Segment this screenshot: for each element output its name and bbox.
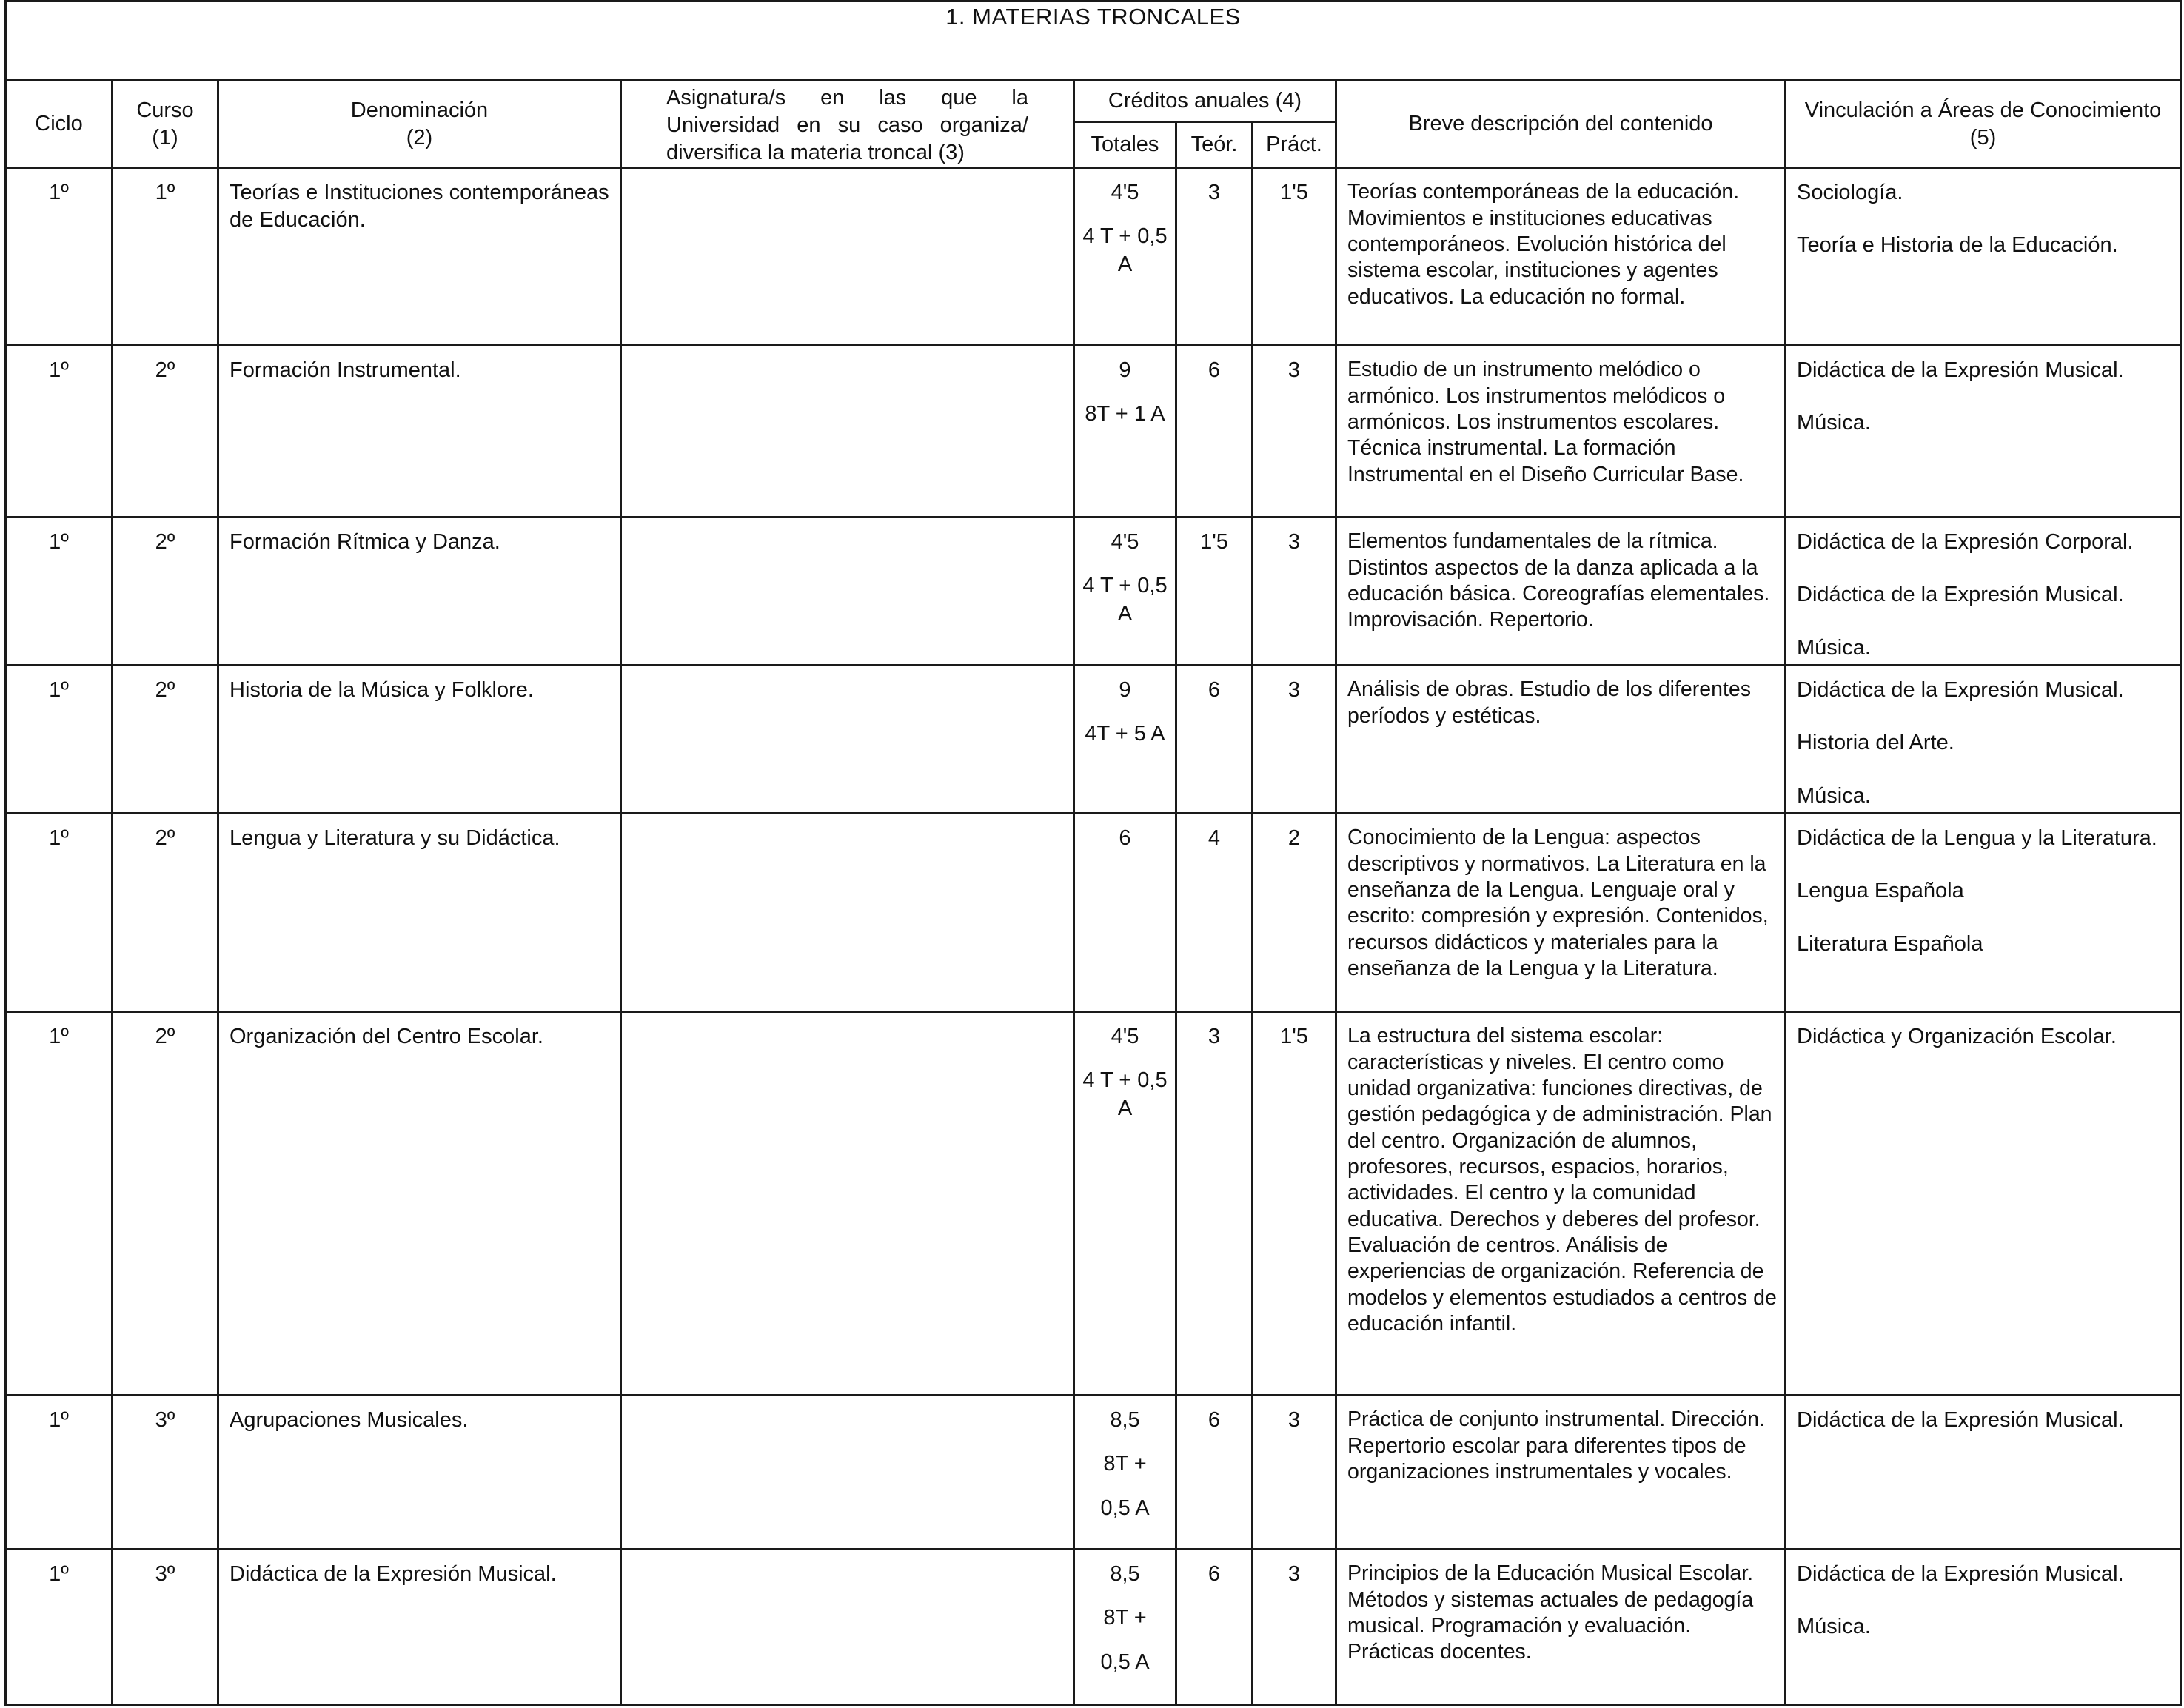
cell-totales [1074, 1550, 1176, 1705]
cell-asignaturas [621, 346, 1074, 518]
header-totales: Totales [1074, 122, 1176, 168]
area-item: Lengua Española [1797, 879, 1964, 903]
cell-curso: 3º [113, 1396, 218, 1550]
cell-teor: 3 [1176, 1012, 1253, 1396]
table-row [6, 1396, 2181, 1550]
cell-descripcion: Conocimiento de la Lengua: aspectos descriptivos y normativos. La Literatura en la enseñanza de la Lengua. Lenguaje oral y escrito: compresión y expresión. Contenidos, recursos didácticos y materiales para la enseñanza de la Lengua y la Literatura. [1336, 814, 1786, 1012]
cell-asignaturas [621, 1396, 1074, 1550]
cell-asignaturas [621, 1012, 1074, 1396]
cell-descripcion: La estructura del sistema escolar: características y niveles. El centro como unidad organizativa: funciones directivas, de gestión pedagógica y de administración. Plan del centro. Organización de alumnos, profesores, recursos, espacios, horarios, actividades. El centro y la comunidad educativa. Derechos y deberes del profesor. Evaluación de centros. Análisis de experiencias de organización. Referencia de modelos y elementos estudiados a centros de educación infantil. [1336, 1012, 1786, 1396]
area-item: Música. [1797, 783, 1871, 808]
header-ciclo: Ciclo [6, 81, 113, 168]
header-asignaturas: Asignatura/s en las que la Universidad en su caso organiza/ diversifica la materia troncal (3) [621, 81, 1074, 168]
totales-line: 4 T + 0,5 A [1082, 224, 1168, 276]
cell-teor: 1'5 [1176, 518, 1253, 666]
cell-denominacion: Lengua y Literatura y su Didáctica. [218, 814, 621, 1012]
cell-ciclo: 1º [6, 1396, 113, 1550]
area-item: Historia del Arte. [1797, 731, 1954, 755]
table-row [6, 1012, 2181, 1396]
totales-line: 4T + 5 A [1085, 722, 1165, 746]
cell-pract: 3 [1253, 346, 1336, 518]
totales-line: 6 [1119, 826, 1131, 851]
cell-asignaturas [621, 814, 1074, 1012]
area-item: Música. [1797, 1615, 1871, 1639]
cell-curso: 2º [113, 518, 218, 666]
area-item: Música. [1797, 411, 1871, 435]
cell-denominacion: Formación Rítmica y Danza. [218, 518, 621, 666]
table-row [6, 814, 2181, 1012]
cell-totales [1074, 346, 1176, 518]
table-body [6, 168, 2181, 1705]
cell-pract: 1'5 [1253, 1012, 1336, 1396]
cell-curso: 2º [113, 666, 218, 814]
totales-line: 8T + [1103, 1452, 1147, 1476]
document-page [4, 0, 2180, 1703]
header-curso-label: Curso [136, 98, 194, 122]
area-item: Música. [1797, 635, 1871, 660]
cell-totales [1074, 1012, 1176, 1396]
cell-denominacion: Formación Instrumental. [218, 346, 621, 518]
cell-asignaturas [621, 666, 1074, 814]
totales-line: 9 [1119, 678, 1131, 703]
totales-line: 4'5 [1111, 1025, 1139, 1049]
materias-troncales-table [4, 0, 2182, 1706]
table-title: 1. MATERIAS TRONCALES [6, 1, 2181, 81]
cell-ciclo: 1º [6, 1012, 113, 1396]
header-curso-note: (1) [152, 125, 178, 150]
cell-descripcion: Principios de la Educación Musical Escolar. Métodos y sistemas actuales de pedagogía musical. Programación y evaluación. Prácticas docentes. [1336, 1550, 1786, 1705]
cell-teor: 6 [1176, 1550, 1253, 1705]
totales-line: 0,5 A [1100, 1650, 1150, 1674]
table-row [6, 1550, 2181, 1705]
area-item: Didáctica de la Expresión Musical. [1797, 358, 2124, 383]
header-creditos: Créditos anuales (4) [1074, 81, 1336, 122]
cell-curso: 2º [113, 1012, 218, 1396]
totales-line: 4'5 [1111, 181, 1139, 205]
header-curso [113, 81, 218, 168]
totales-line: 8,5 [1110, 1408, 1140, 1433]
cell-areas [1786, 1012, 2181, 1396]
area-item: Didáctica de la Expresión Musical. [1797, 583, 2124, 607]
table-row [6, 518, 2181, 666]
totales-line: 0,5 A [1100, 1496, 1150, 1520]
cell-areas [1786, 1396, 2181, 1550]
totales-line: 4 T + 0,5 A [1082, 574, 1168, 626]
table-row [6, 168, 2181, 346]
cell-ciclo: 1º [6, 346, 113, 518]
cell-denominacion: Historia de la Música y Folklore. [218, 666, 621, 814]
cell-descripcion: Estudio de un instrumento melódico o armónico. Los instrumentos melódicos o armónicos. Los instrumentos escolares. Técnica instrumental. La formación Instrumental en el Diseño Curricular Base. [1336, 346, 1786, 518]
cell-areas [1786, 518, 2181, 666]
cell-areas [1786, 346, 2181, 518]
cell-ciclo: 1º [6, 168, 113, 346]
cell-pract: 3 [1253, 518, 1336, 666]
totales-line: 9 [1119, 358, 1131, 383]
cell-ciclo: 1º [6, 814, 113, 1012]
area-item: Didáctica de la Expresión Musical. [1797, 1408, 2124, 1433]
header-teor: Teór. [1176, 122, 1253, 168]
area-item: Literatura Española [1797, 931, 1983, 956]
cell-pract: 3 [1253, 666, 1336, 814]
cell-teor: 6 [1176, 666, 1253, 814]
area-item: Didáctica de la Expresión Musical. [1797, 1562, 2124, 1587]
cell-curso: 2º [113, 346, 218, 518]
table-row [6, 346, 2181, 518]
cell-asignaturas [621, 168, 1074, 346]
cell-curso: 2º [113, 814, 218, 1012]
cell-asignaturas [621, 518, 1074, 666]
cell-denominacion: Organización del Centro Escolar. [218, 1012, 621, 1396]
area-item: Didáctica de la Expresión Musical. [1797, 678, 2124, 703]
header-pract: Práct. [1253, 122, 1336, 168]
cell-totales [1074, 168, 1176, 346]
cell-pract: 3 [1253, 1396, 1336, 1550]
header-denominacion [218, 81, 621, 168]
area-item: Teoría e Historia de la Educación. [1797, 233, 2118, 258]
header-denominacion-note: (2) [406, 125, 433, 150]
cell-pract: 3 [1253, 1550, 1336, 1705]
cell-descripcion: Práctica de conjunto instrumental. Dirección. Repertorio escolar para diferentes tipos de organizaciones instrumentales y vocales. [1336, 1396, 1786, 1550]
header-denominacion-label: Denominación [350, 98, 489, 122]
table-row [6, 666, 2181, 814]
cell-denominacion: Agrupaciones Musicales. [218, 1396, 621, 1550]
totales-line: 8T + [1103, 1606, 1147, 1630]
totales-line: 8,5 [1110, 1562, 1140, 1587]
totales-line: 8T + 1 A [1085, 402, 1165, 426]
header-descripcion: Breve descripción del contenido [1336, 81, 1786, 168]
cell-descripcion: Teorías contemporáneas de la educación. Movimientos e instituciones educativas contemporáneos. Evolución histórica del sistema escolar, instituciones y agentes educativos. La educación no formal. [1336, 168, 1786, 346]
totales-line: 4 T + 0,5 A [1082, 1068, 1168, 1120]
cell-denominacion: Teorías e Instituciones contemporáneas de Educación. [218, 168, 621, 346]
cell-curso: 1º [113, 168, 218, 346]
area-item: Sociología. [1797, 181, 1903, 205]
cell-ciclo: 1º [6, 1550, 113, 1705]
cell-totales [1074, 1396, 1176, 1550]
cell-areas [1786, 1550, 2181, 1705]
header-vinculacion-label: Vinculación a Áreas de Conocimiento [1804, 98, 2162, 122]
cell-curso: 3º [113, 1550, 218, 1705]
cell-teor: 3 [1176, 168, 1253, 346]
cell-totales [1074, 814, 1176, 1012]
cell-denominacion: Didáctica de la Expresión Musical. [218, 1550, 621, 1705]
cell-ciclo: 1º [6, 518, 113, 666]
cell-asignaturas [621, 1550, 1074, 1705]
header-vinculacion-note: (5) [1969, 125, 1997, 150]
cell-pract: 1'5 [1253, 168, 1336, 346]
area-item: Didáctica de la Lengua y la Literatura. [1797, 826, 2157, 851]
area-item: Didáctica de la Expresión Corporal. [1797, 530, 2134, 555]
cell-teor: 6 [1176, 346, 1253, 518]
totales-line: 4'5 [1111, 530, 1139, 555]
cell-descripcion: Elementos fundamentales de la rítmica. Distintos aspectos de la danza aplicada a la educación básica. Coreografías elementales. Improvisación. Repertorio. [1336, 518, 1786, 666]
cell-totales [1074, 666, 1176, 814]
cell-areas [1786, 168, 2181, 346]
header-vinculacion [1786, 81, 2181, 168]
area-item: Didáctica y Organización Escolar. [1797, 1025, 2117, 1049]
cell-areas [1786, 666, 2181, 814]
cell-totales [1074, 518, 1176, 666]
cell-teor: 6 [1176, 1396, 1253, 1550]
cell-teor: 4 [1176, 814, 1253, 1012]
cell-pract: 2 [1253, 814, 1336, 1012]
cell-descripcion: Análisis de obras. Estudio de los diferentes períodos y estéticas. [1336, 666, 1786, 814]
cell-areas [1786, 814, 2181, 1012]
cell-ciclo: 1º [6, 666, 113, 814]
